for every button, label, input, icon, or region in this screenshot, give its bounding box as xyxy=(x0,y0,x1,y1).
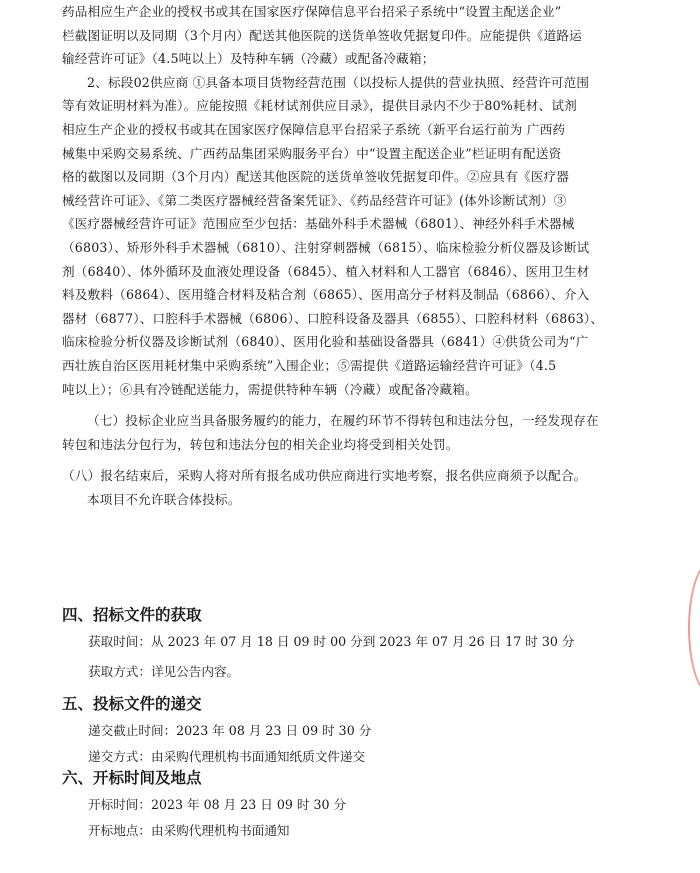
obtain-method: 获取方式：详见公告内容。 xyxy=(88,664,240,679)
body-line: 械经营许可证》、《第二类医疗器械经营备案凭证》、《药品经营许可证》(体外诊断试剂）③ xyxy=(62,192,567,208)
consortium-line: 本项目不允许联合体投标。 xyxy=(87,491,241,507)
clause-8-line: （八）报名结束后，采购人将对所有报名成功供应商进行实地考察，报名供应商须予以配合。 xyxy=(62,468,587,484)
body-line: 《医疗器械经营许可证》范围应至少包括：基础外科手术器械（6801）、神经外科手术器械 xyxy=(62,216,575,232)
opening-time: 开标时间：2023 年 08 月 23 日 09 时 30 分 xyxy=(88,797,347,812)
body-line: 2、标段02供应商 ①具备本项目货物经营范围（以投标人提供的营业执照、经营许可范围 xyxy=(87,74,590,90)
section-heading-obtain-documents: 四、招标文件的获取 xyxy=(62,606,202,624)
body-line: 输经营许可证》（4.5吨以上）及特种车辆（冷藏）或配备冷藏箱； xyxy=(62,51,435,67)
section-heading-bid-opening: 六、开标时间及地点 xyxy=(62,769,202,787)
clause-7-line: 转包和违法分包行为，转包和违法分包的相关企业均将受到相关处罚。 xyxy=(62,436,459,452)
body-line: 等有效证明材料为准）。应能按照《耗材试剂供应目录》，提供目录内不少于80%耗材、试剂 xyxy=(62,98,577,114)
clause-7-line: （七）投标企业应当具备服务履约的能力，在履约环节不得转包和违法分包，一经发现存在 xyxy=(87,413,599,429)
body-line: （6803）、矫形外科手术器械（6810）、注射穿刺器械（6815）、临床检验分析仪器及诊断试 xyxy=(62,239,590,255)
obtain-time: 获取时间：从 2023 年 07 月 18 日 09 时 00 分到 2023 年 07 月 26 日 17 时 30 分 xyxy=(88,634,575,649)
section-heading-submit-bid: 五、投标文件的递交 xyxy=(62,695,202,713)
body-line: 临床检验分析仪器及诊断试剂（6840）、医用化验和基础设备器具（6841）④供货公司为“广 xyxy=(62,334,589,350)
body-line: 相应生产企业的授权书或其在国家医疗保障信息平台招采子系统（新平台运行前为 广西药 xyxy=(62,121,566,137)
body-line: 料及敷料（6864）、医用缝合材料及粘合剂（6865）、医用高分子材料及制品（6866）、介入 xyxy=(62,287,590,303)
opening-place: 开标地点：由采购代理机构书面通知 xyxy=(88,823,290,838)
body-line: 吨以上）；⑥具有冷链配送能力，需提供特种车辆（冷藏）或配备冷藏箱。 xyxy=(62,381,478,397)
body-line: 格的截图以及同期（3个月内）配送其他医院的送货单签收凭据复印件。②应具有《医疗器 xyxy=(62,169,570,185)
red-seal-stamp xyxy=(688,562,700,694)
body-line: 西壮族自治区医用耗材集中采购系统”入围企业；⑤需提供《道路运输经营许可证》（4.5 xyxy=(62,357,557,373)
body-line: 药品相应生产企业的授权书或其在国家医疗保障信息平台招采子系统中“设置主配送企业” xyxy=(62,4,562,19)
body-line: 栏截图证明以及同期（3个月内）配送其他医院的送货单签收凭据复印件。应能提供《道路运 xyxy=(62,27,582,43)
submit-deadline: 递交截止时间：2023 年 08 月 23 日 09 时 30 分 xyxy=(88,723,372,738)
body-line: 剂（6840）、体外循环及血液处理设备（6845）、植入材料和人工器官（6846）、医用卫生材 xyxy=(62,263,590,279)
body-line: 械集中采购交易系统、广西药品集团采购服务平台）中“设置主配送企业”栏证明有配送资 xyxy=(62,145,562,161)
submit-method: 递交方式：由采购代理机构书面通知纸质文件递交 xyxy=(88,749,366,764)
body-line: 器材（6877）、口腔科手术器械（6806）、口腔科设备及器具（6855）、口腔科材料（6863）、 xyxy=(62,310,604,326)
tender-requirements-body xyxy=(62,0,640,511)
